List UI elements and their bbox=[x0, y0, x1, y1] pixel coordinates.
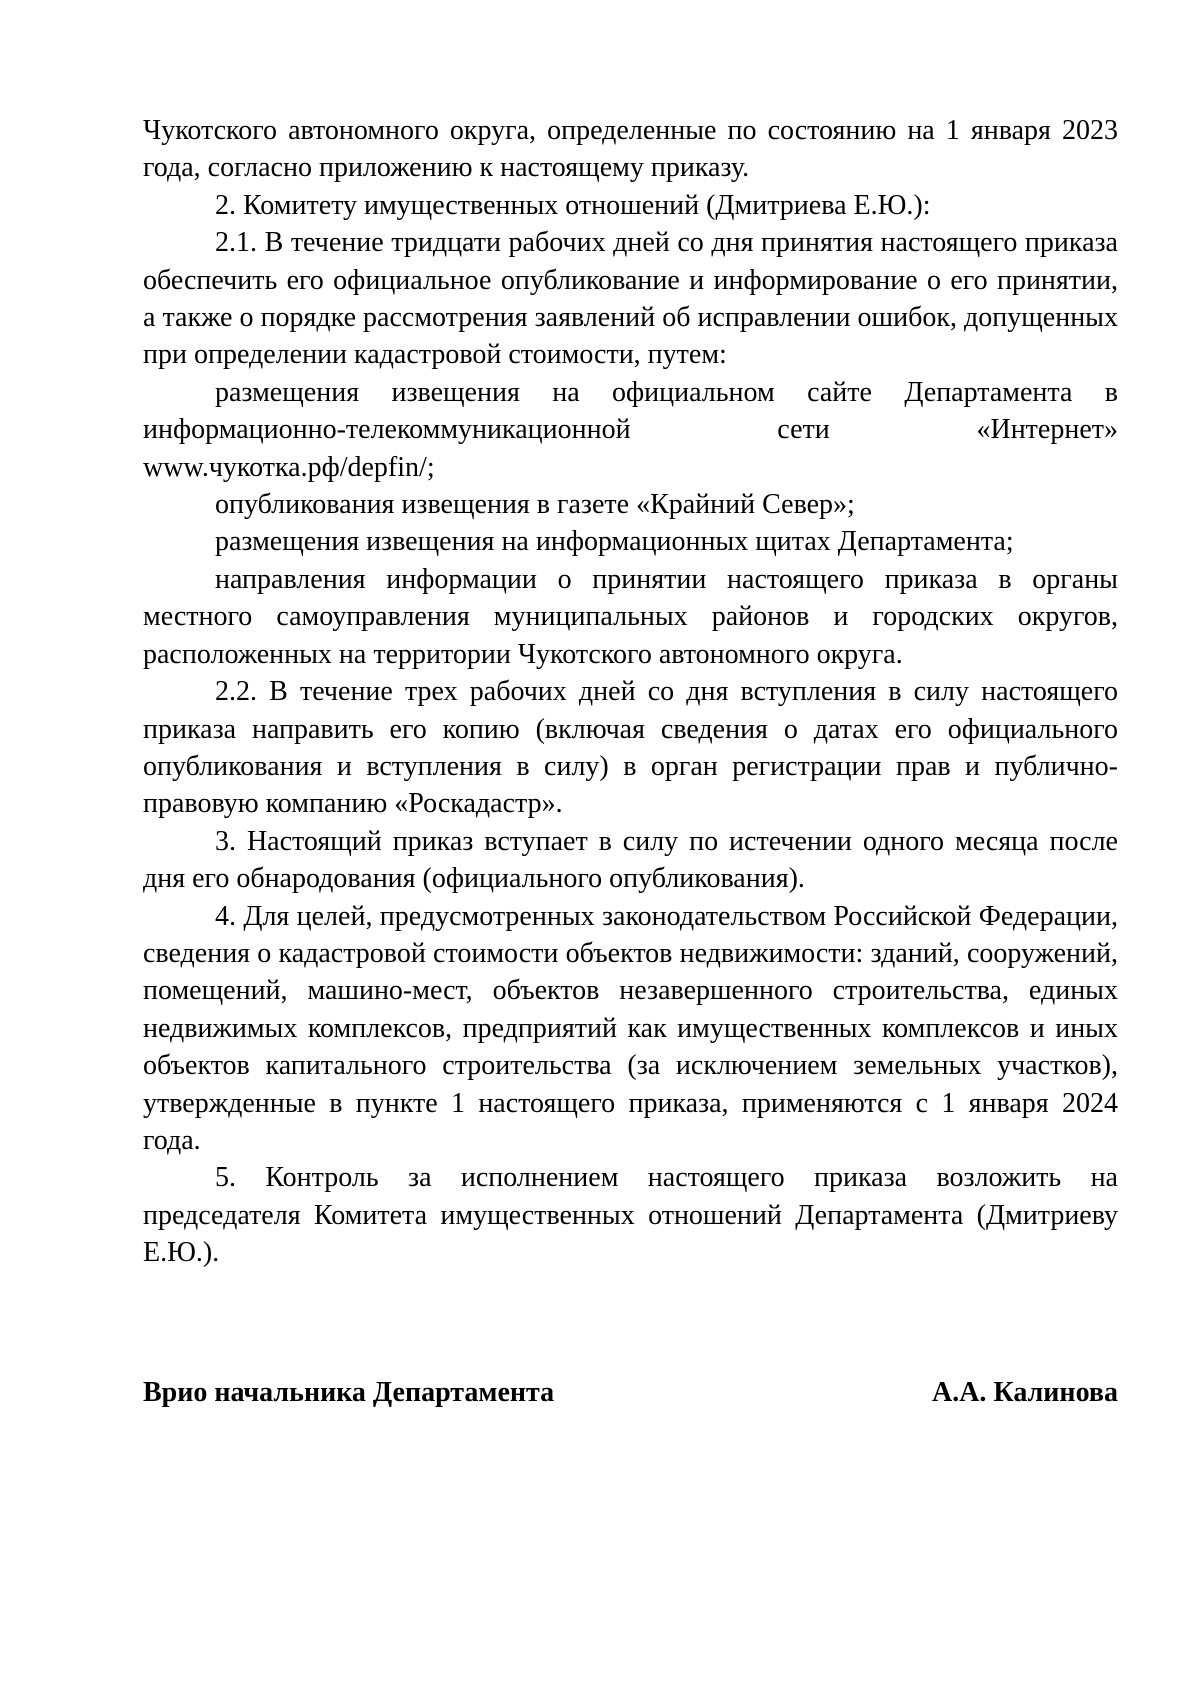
paragraph-item-2-1-a: размещения извещения на официальном сайте Департамента в информационно-телекоммуникационной сети «Интернет» www.чукотка.рф/depfin/; bbox=[143, 376, 1118, 483]
paragraph-item-2-1-c: размещения извещения на информационных щитах Департамента; bbox=[215, 526, 1014, 558]
signature-block bbox=[143, 1374, 1118, 1411]
paragraph-continuation: Чукотского автономного округа, определенные по состоянию на 1 января 2023 года, согласно приложению к настоящему приказу. bbox=[143, 115, 1118, 184]
signature-position: Врио начальника Департамента bbox=[143, 1377, 555, 1408]
paragraph-item-2-1-b: опубликования извещения в газете «Крайний Север»; bbox=[215, 489, 855, 521]
paragraph-item-2-2: 2.2. В течение трех рабочих дней со дня вступления в силу настоящего приказа направить его копию (включая сведения о датах его официального опубликования и вступления в силу) в орган регистрации прав и публично-правовую компанию «Роскадастр». bbox=[143, 676, 1118, 820]
paragraph-item-3: 3. Настоящий приказ вступает в силу по истечении одного месяца после дня его обнародования (официального опубликования). bbox=[143, 825, 1118, 895]
document-body bbox=[143, 112, 1118, 1272]
paragraph-item-5: 5. Контроль за исполнением настоящего приказа возложить на председателя Комитета имущественных отношений Департамента (Дмитриеву Е.Ю.). bbox=[143, 1162, 1118, 1269]
paragraph-item-2-1-d: направления информации о принятии настоящего приказа в органы местного самоуправления муниципальных районов и городских округов, расположенных на территории Чукотского автономного округа. bbox=[143, 563, 1118, 670]
paragraph-item-4: 4. Для целей, предусмотренных законодательством Российской Федерации, сведения о кадастровой стоимости объектов недвижимости: зданий, сооружений, помещений, машино-мест, объектов незавершенного строительства, единых недвижимых комплексов, предприятий как имущественных комплексов и иных объектов капитального строительства (за исключением земельных участков), утвержденные в пункте 1 настоящего приказа, применяются с 1 января 2024 года. bbox=[143, 900, 1118, 1156]
signature-name: А.А. Калинова bbox=[931, 1377, 1118, 1408]
paragraph-item-2: 2. Комитету имущественных отношений (Дмитриева Е.Ю.): bbox=[215, 189, 931, 221]
paragraph-item-2-1: 2.1. В течение тридцати рабочих дней со дня принятия настоящего приказа обеспечить его официальное опубликование и информирование о его принятии, а также о порядке рассмотрения заявлений об исправлении ошибок, допущенных при определении кадастровой стоимости, путем: bbox=[143, 227, 1118, 371]
